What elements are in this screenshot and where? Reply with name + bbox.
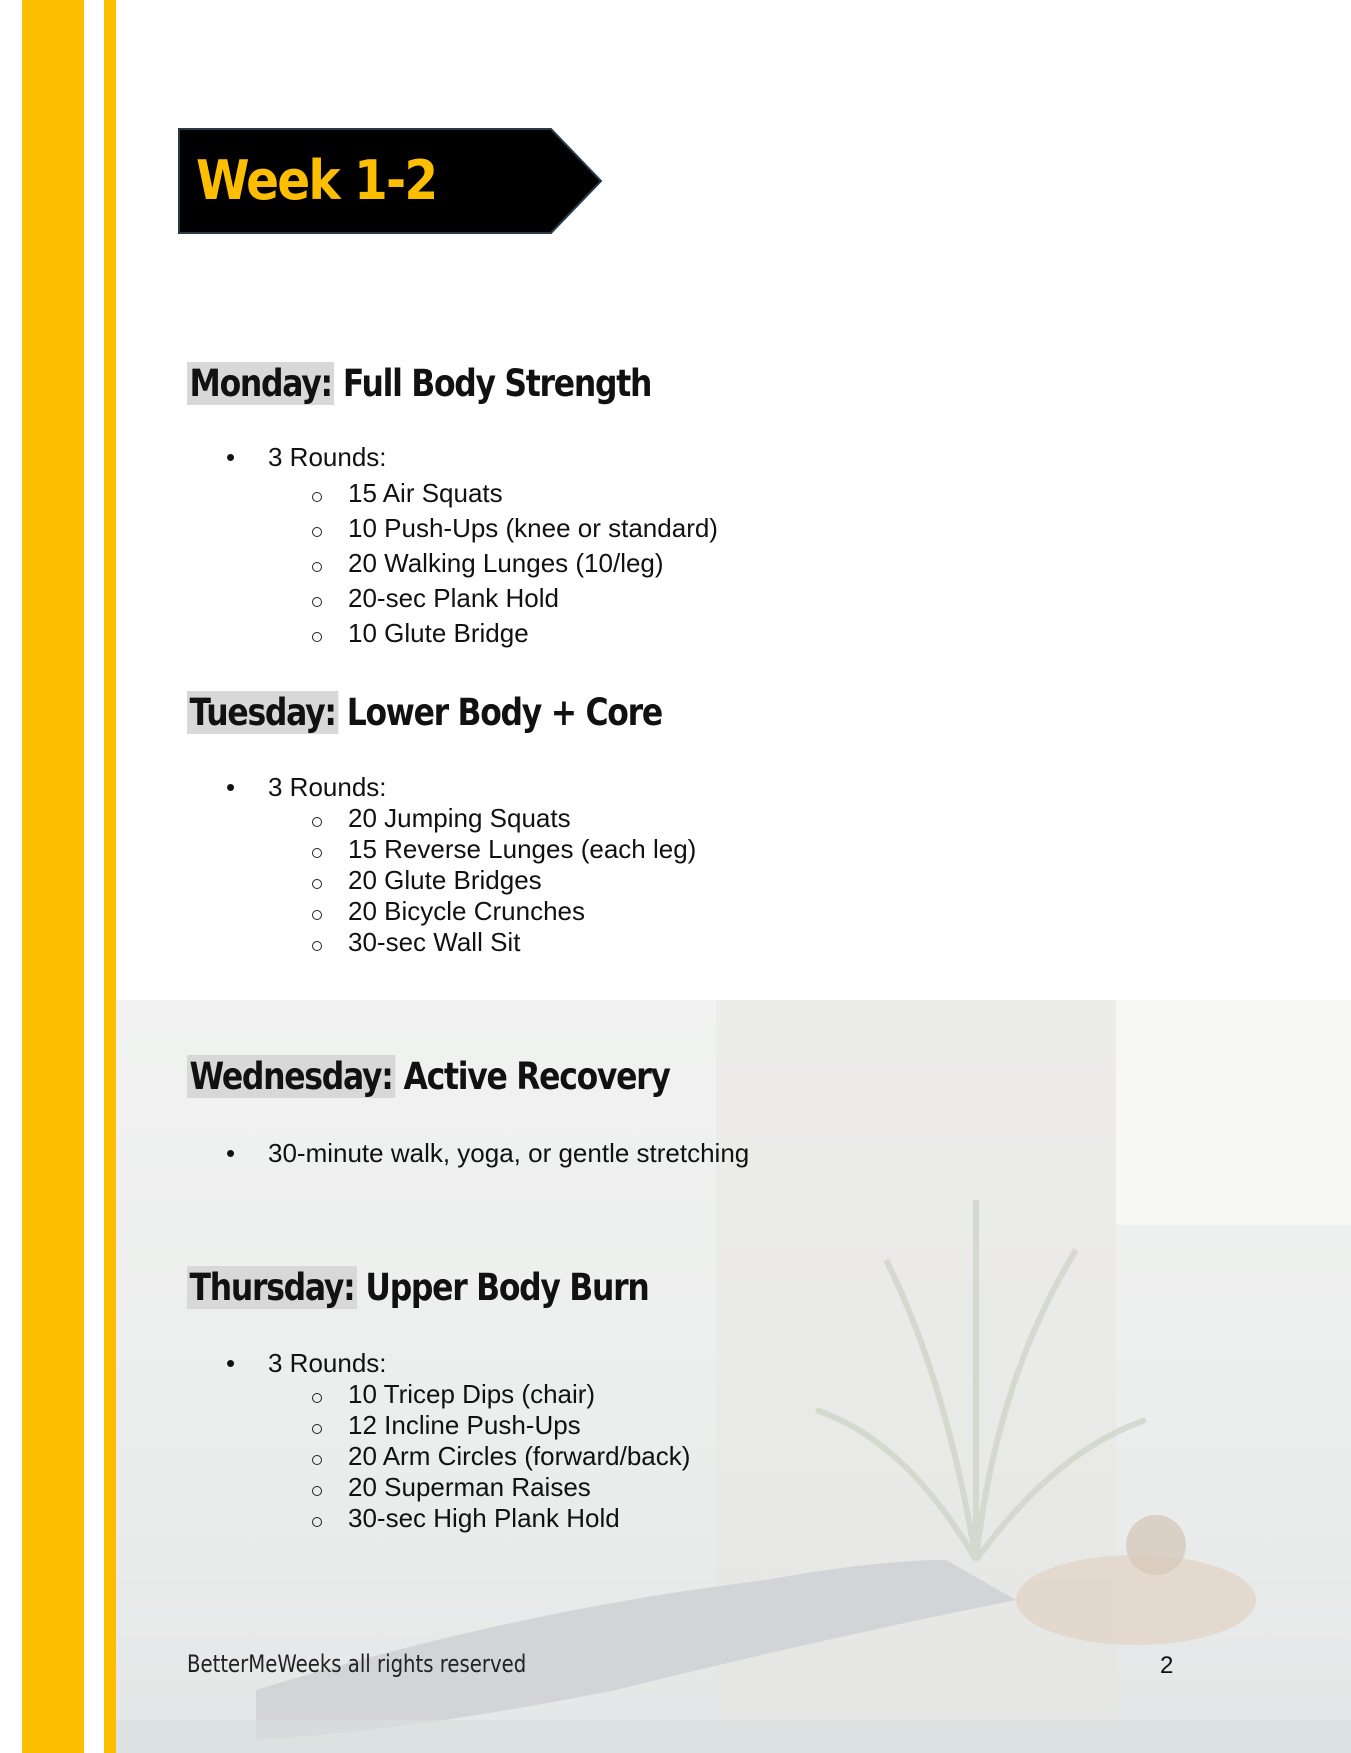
circle-bullet-icon — [312, 562, 322, 572]
circle-bullet-icon — [312, 1517, 322, 1527]
day-title: Full Body Strength — [342, 362, 652, 405]
bullet-text: 3 Rounds: — [268, 442, 387, 472]
day-label: Tuesday: — [187, 691, 338, 734]
circle-bullet-icon — [312, 941, 322, 951]
circle-bullet-icon — [312, 597, 322, 607]
circle-bullet-icon — [312, 492, 322, 502]
left-accent-stripe — [22, 0, 84, 1753]
monday-heading — [187, 357, 651, 411]
thursday-heading — [187, 1261, 648, 1315]
footer-copyright: BetterMeWeeks all rights reserved — [187, 1650, 527, 1678]
bullet-dot-icon: • — [226, 442, 236, 472]
day-label: Monday: — [187, 362, 334, 405]
circle-bullet-icon — [312, 910, 322, 920]
wednesday-heading — [187, 1050, 670, 1104]
day-label: Thursday: — [187, 1266, 357, 1309]
page-number: 2 — [1160, 1652, 1174, 1679]
circle-bullet-icon — [312, 1393, 322, 1403]
bullet-dot-icon: • — [226, 1138, 236, 1168]
bullet-text: 3 Rounds: — [268, 1348, 387, 1378]
bullet-dot-icon: • — [226, 772, 236, 802]
circle-bullet-icon — [312, 632, 322, 642]
circle-bullet-icon — [312, 1486, 322, 1496]
bullet-text: 30-minute walk, yoga, or gentle stretching — [268, 1138, 750, 1168]
day-title: Active Recovery — [403, 1055, 670, 1098]
circle-bullet-icon — [312, 879, 322, 889]
circle-bullet-icon — [312, 1455, 322, 1465]
circle-bullet-icon — [312, 848, 322, 858]
inner-accent-stripe — [104, 0, 116, 1753]
circle-bullet-icon — [312, 527, 322, 537]
bullet-dot-icon: • — [226, 1348, 236, 1378]
week-banner — [178, 128, 603, 234]
week-title: Week 1-2 — [196, 149, 437, 212]
tuesday-heading — [187, 686, 662, 740]
day-label: Wednesday: — [187, 1055, 395, 1098]
day-title: Upper Body Burn — [365, 1266, 649, 1309]
bullet-text: 3 Rounds: — [268, 772, 387, 802]
day-title: Lower Body + Core — [346, 691, 662, 734]
circle-bullet-icon — [312, 817, 322, 827]
circle-bullet-icon — [312, 1424, 322, 1434]
